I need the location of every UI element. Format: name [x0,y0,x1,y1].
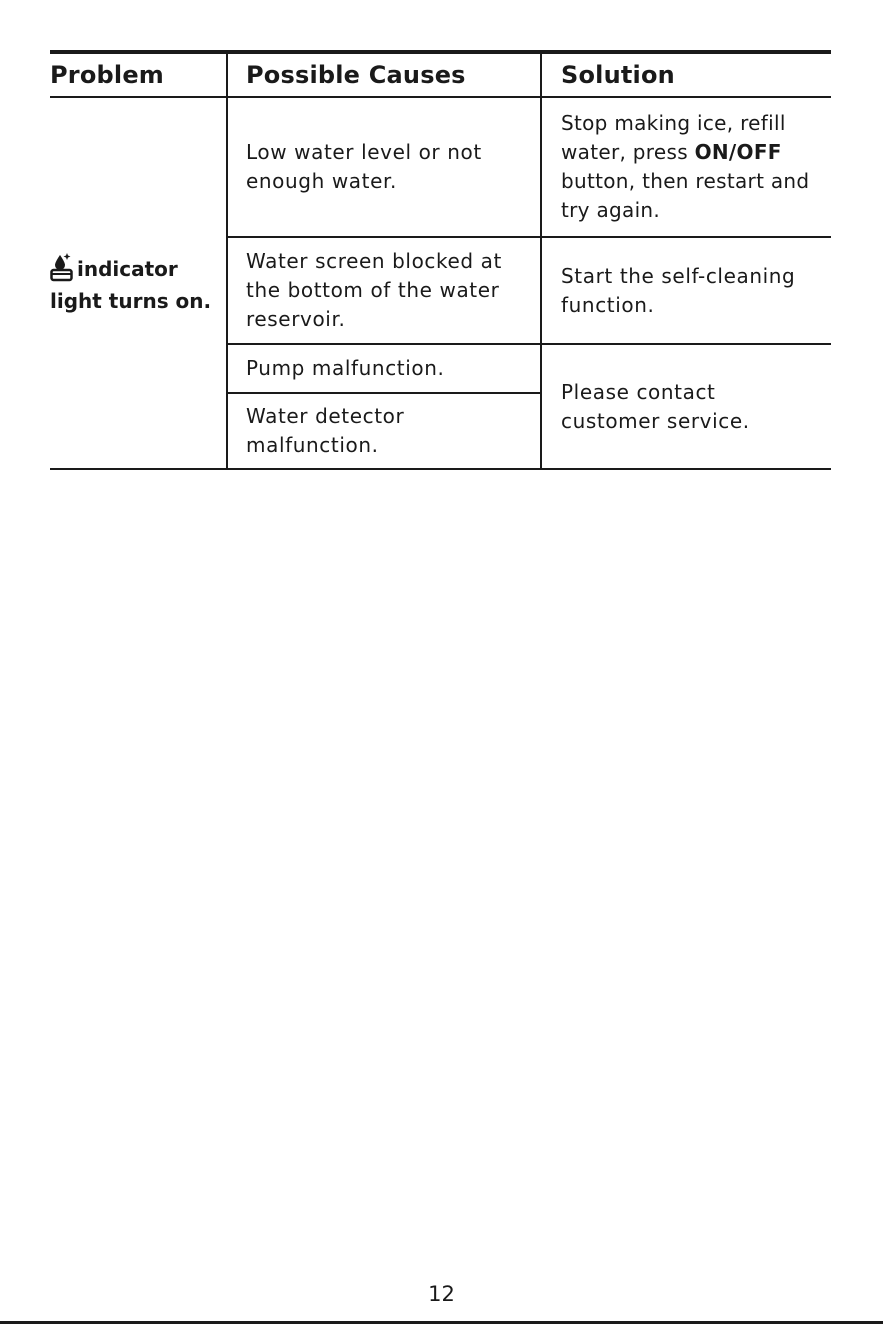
water-tank-indicator-icon [50,252,74,288]
cause-text-3: Pump malfunction. [246,356,445,380]
problem-text [50,252,211,314]
solution-1-text-start: Stop making ice, refill water, press [561,111,786,164]
table-bottom-rule [50,468,831,470]
solution-text-2: Start the self-cleaning function. [561,263,796,317]
header-solution-label: Solution [561,61,675,89]
column-divider-1 [226,50,228,470]
troubleshooting-table [50,50,831,470]
header-possible-causes [246,54,540,96]
cause-text-2: Water screen blocked at the bottom of the water reservoir. [246,249,502,331]
cause-text-1: Low water level or not enough water. [246,140,482,193]
column-divider-2 [540,50,542,470]
cause-cell-4 [246,394,446,468]
header-problem-label: Problem [50,61,165,89]
cause-cell-2 [246,238,536,343]
problem-line-1: indicator [77,257,178,281]
solution-text-3: Please contact customer service. [561,379,750,433]
solution-text-1 [561,109,833,225]
problem-cell [50,98,226,468]
problem-line-2: light turns on. [50,289,212,313]
solution-cell-2 [561,238,831,343]
cause-cell-1 [246,98,536,236]
page-number: 12 [428,1282,455,1306]
on-off-button-label: ON/OFF [694,140,782,164]
header-causes-label: Possible Causes [246,61,466,89]
solution-cell-3 [561,345,791,468]
solution-1-text-end: button, then restart and try again. [561,169,810,222]
cause-cell-3 [246,345,536,392]
header-solution [561,54,831,96]
header-problem [50,54,226,96]
solution-cell-1 [561,98,833,236]
cause-text-4: Water detector malfunction. [246,404,405,457]
